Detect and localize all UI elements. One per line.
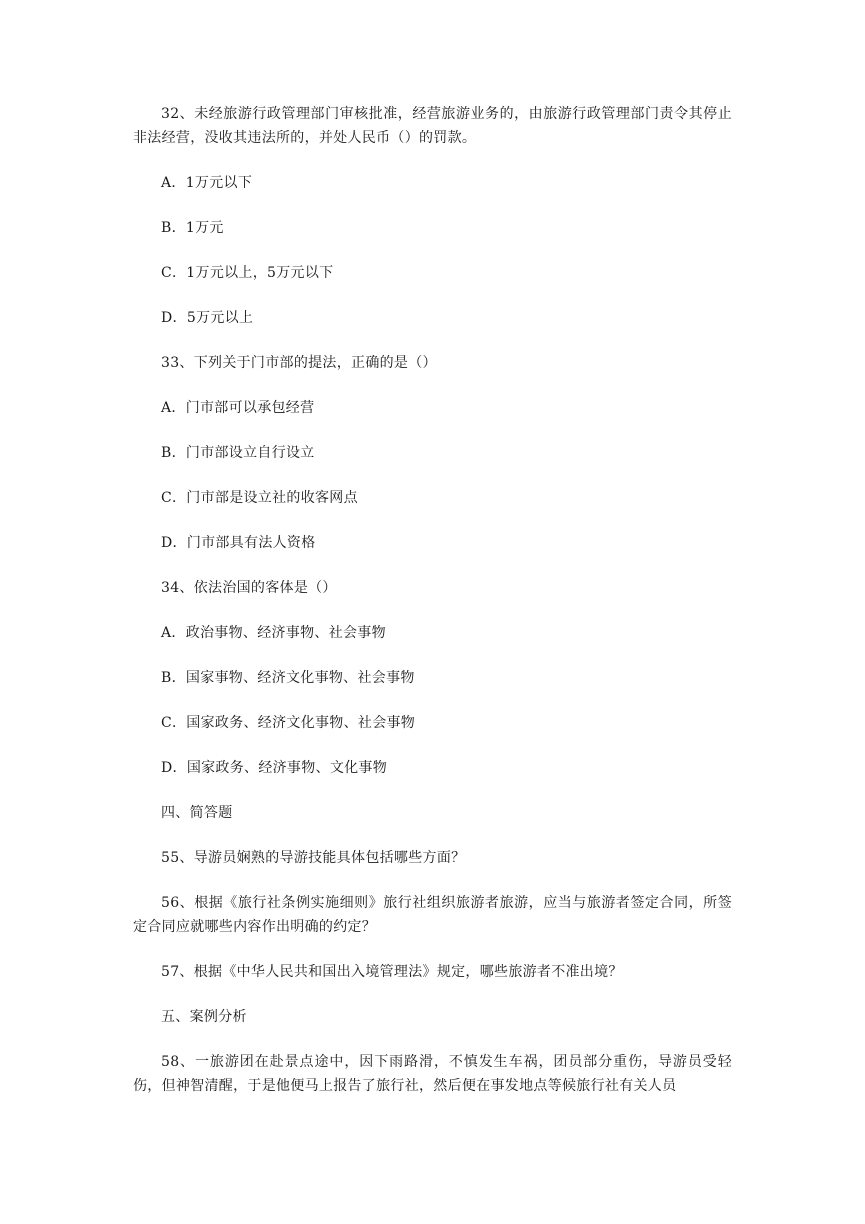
question-34-option-c: C．国家政务、经济文化事物、社会事物: [161, 715, 416, 731]
question-58: 58、一旅游团在赴景点途中，因下雨路滑，不慎发生车祸，团员部分重伤，导游员受轻伤，但神智清醒，于是他便马上报告了旅行社，然后便在事发地点等候旅行社有关人员: [133, 1054, 732, 1094]
question-32-option-c: C．1万元以上，5万元以下: [161, 265, 334, 281]
question-33-option-d: D．门市部具有法人资格: [161, 535, 316, 551]
question-57: 57、根据《中华人民共和国出入境管理法》规定，哪些旅游者不准出境？: [161, 964, 623, 980]
question-33-option-c: C．门市部是设立社的收客网点: [161, 490, 358, 506]
question-33-option-a: A．门市部可以承包经营: [161, 400, 315, 416]
question-56: 56、根据《旅行社条例实施细则》旅行社组织旅游者旅游，应当与旅游者签定合同，所签定合同应就哪些内容作出明确的约定？: [133, 895, 732, 935]
question-34-option-b: B．国家事物、经济文化事物、社会事物: [161, 670, 415, 686]
question-34: 34、依法治国的客体是（）: [161, 580, 337, 596]
question-33-option-b: B．门市部设立自行设立: [161, 445, 315, 461]
question-32-option-b: B．1万元: [161, 220, 224, 236]
question-32-option-a: A．1万元以下: [161, 175, 253, 191]
question-34-option-a: A．政治事物、经济事物、社会事物: [161, 625, 386, 641]
question-33: 33、下列关于门市部的提法，正确的是（）: [161, 355, 437, 371]
question-34-option-d: D．国家政务、经济事物、文化事物: [161, 760, 388, 776]
section-heading-short-answer: 四、简答题: [161, 805, 233, 821]
section-heading-case-analysis: 五、案例分析: [161, 1009, 247, 1025]
question-55: 55、导游员娴熟的导游技能具体包括哪些方面？: [161, 850, 466, 866]
question-32: 32、未经旅游行政管理部门审核批准，经营旅游业务的，由旅游行政管理部门责令其停止非法经营，没收其违法所的，并处人民币（）的罚款。: [133, 106, 732, 146]
question-32-option-d: D．5万元以上: [161, 310, 254, 326]
